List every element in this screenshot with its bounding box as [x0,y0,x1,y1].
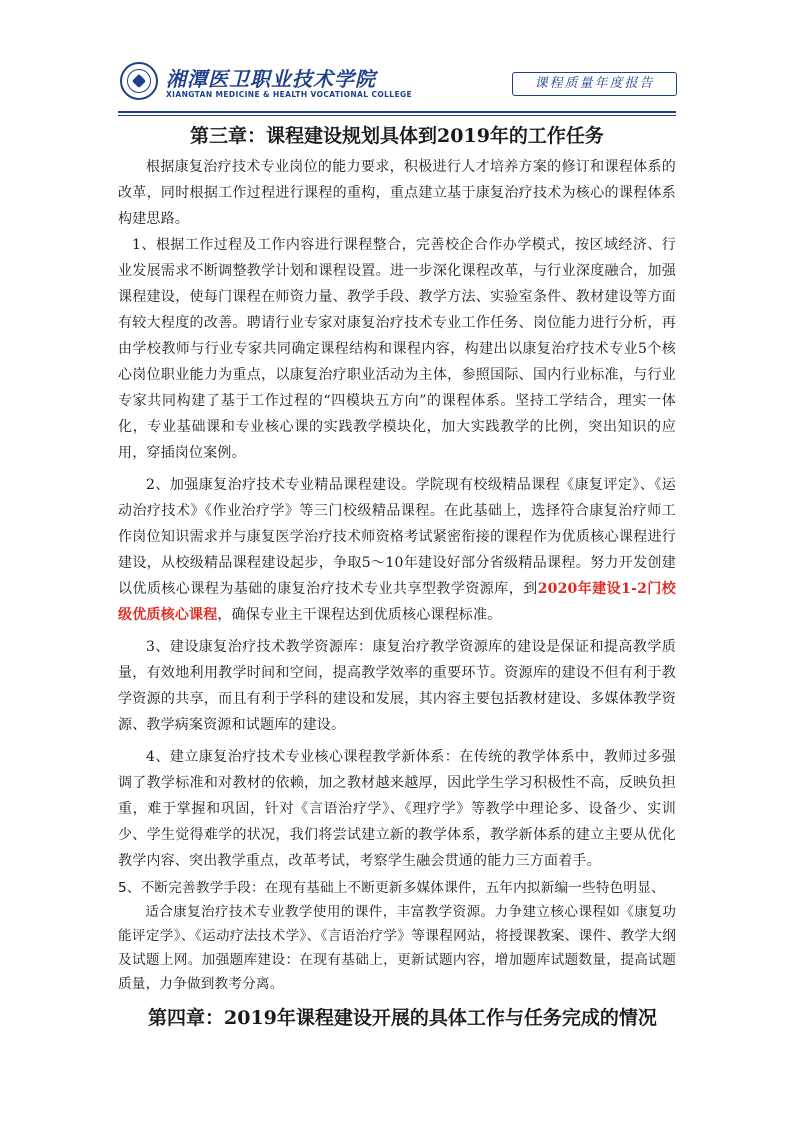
college-name-cn: 湘潭医卫职业技术学院 [166,67,376,91]
college-name-en: XIANGTAN MEDICINE & HEALTH VOCATIONAL COLLEGE [166,90,413,99]
page-header [118,60,678,108]
chapter3-item-3: 3、建设康复治疗技术教学资源库：康复治疗教学资源库的建设是保证和提高教学质量，有效地利用教学时间和空间，提高教学效率的重要环节。资源库的建设不但有利于教学资源的共享，而且有利于学科的建设和发展，其内容主要包括教材建设、多媒体教学资源、教学病案资源和试题库的建设。 [118,639,676,733]
item5-first-line: 5、不断完善教学手段：在现有基础上不断更新多媒体课件，五年内拟新编一些特色明显、 [118,880,665,896]
college-seal-logo [120,62,158,100]
chapter3-item-5 [118,876,676,996]
chapter3-intro: 根据康复治疗技术专业岗位的能力要求，积极进行人才培养方案的修订和课程体系的改革，同时根据工作过程进行课程的重构，重点建立基于康复治疗技术为核心的课程体系构建思路。 [118,159,676,227]
chapter3-item-1: 1、根据工作过程及工作内容进行课程整合，完善校企合作办学模式，按区域经济、行业发展需求不断调整教学计划和课程设置。进一步深化课程改革，与行业深度融合，加强课程建设，使每门课程在师资力量、教学手段、教学方法、实验室条件、教材建设等方面有较大程度的改善。聘请行业专家对康复治疗技术专业工作任务、岗位能力进行分析，再由学校教师与行业专家共同确定课程结构和课程内容，构建出以康复治疗技术专业5个核心岗位职业能力为重点，以康复治疗职业活动为主体，参照国际、国内行业标准，与行业专家共同构建了基于工作过程的“四模块五方向”的课程体系。坚持工学结合，理实一体化，专业基础课和专业核心课的实践教学模块化，加大实践教学的比例，突出知识的应用，穿插岗位案例。 [118,237,676,461]
report-tag: 课程质量年度报告 [512,72,677,96]
header-divider [118,111,676,113]
chapter4-title: 第四章：2019年课程建设开展的具体工作与任务完成的情况 [148,1007,657,1029]
item5-rest: 适合康复治疗技术专业教学使用的课件，丰富教学资源。力争建立核心课程如《康复功能评定学》、《运动疗法技术学》、《言语治疗学》等课程网站，将授课教案、课件、教学大纲及试题上网。加强题库建设：在现有基础上，更新试题内容，增加题库试题数量，提高试题质量，力争做到教考分离。 [118,904,676,992]
header-divider-thin [118,115,676,116]
chapter3-title: 第三章：课程建设规划具体到2019年的工作任务 [190,125,604,147]
item2-text-after: ，确保专业主干课程达到优质核心课程标准。 [217,607,502,623]
chapter3-item-4: 4、建立康复治疗技术专业核心课程教学新体系：在传统的教学体系中，教师过多强调了教学标准和对教材的依赖，加之教材越来越厚，因此学生学习积极性不高，反映负担重，难于掌握和巩固，针对《言语治疗学》、《理疗学》等教学中理论多、设备少、实训少、学生觉得难学的状况，我们将尝试建立新的教学体系，教学新体系的建立主要从优化教学内容、突出教学重点，改革考试，考察学生融会贯通的能力三方面着手。 [118,749,676,869]
chapter3-item-2 [118,472,676,628]
document-body [118,118,676,1036]
item2-highlight: 2020年建设1-2门校级优质核心课程 [118,581,676,623]
item2-text-before: 2、加强康复治疗技术专业精品课程建设。学院现有校级精品课程《康复评定》、《运动治疗技术》《作业治疗学》等三门校级精品课程。在此基础上，选择符合康复治疗师工作岗位知识需求并与康复医学治疗技术师资格考试紧密衔接的课程作为优质核心课程进行建设，从校级精品课程建设起步，争取5～10年建设好部分省级精品课程。努力开发创建以优质核心课程为基础的康复治疗技术专业共享型教学资源库，到 [118,477,676,597]
